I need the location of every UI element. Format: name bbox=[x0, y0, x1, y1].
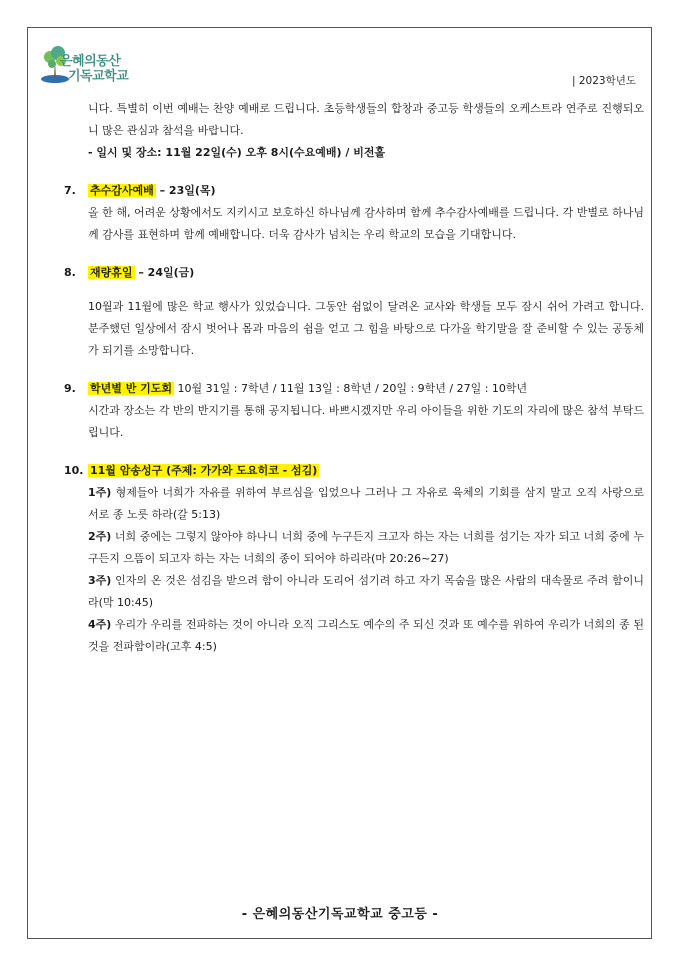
section-number: 7. bbox=[64, 184, 76, 197]
logo-title: 은혜의동산 bbox=[60, 54, 121, 69]
verse-week-3: 3주) 인자의 온 것은 섬김을 받으려 함이 아니라 도리어 섬기려 하고 자기 목숨을 많은 사람의 대속물로 주려 함이니라(막 10:45) bbox=[88, 574, 644, 609]
school-year: | 2023학년도 bbox=[571, 75, 636, 87]
section-7 bbox=[64, 180, 644, 246]
intro-text: 니다. 특별히 이번 예배는 찬양 예배로 드립니다. 초등학생들의 합창과 중고등 학생들의 오케스트라 연주로 진행되오니 많은 관심과 참석을 바랍니다. bbox=[88, 102, 644, 137]
school-logo bbox=[40, 43, 150, 88]
verse-week-2: 2주) 너희 중에는 그렇지 않아야 하나니 너희 중에 누구든지 크고자 하는 자는 너희를 섬기는 자가 되고 너희 중에 누구든지 으뜸이 되고자 하는 자는 너희의 종이 되어야 하리라(마 20:26~27) bbox=[88, 530, 644, 565]
section-title: 학년별 반 기도회 bbox=[90, 382, 173, 395]
section-date: – 23일(목) bbox=[155, 184, 216, 197]
section-9 bbox=[64, 378, 644, 444]
section-number: 8. bbox=[64, 266, 76, 279]
section-8 bbox=[64, 262, 644, 362]
section-date: – 24일(금) bbox=[134, 266, 195, 279]
section-title: 11월 암송성구 (주제: 가가와 도요히코 - 섬김) bbox=[90, 464, 318, 477]
section-title: 추수감사예배 bbox=[90, 184, 154, 197]
section-title: 재량휴일 bbox=[90, 266, 133, 279]
section-body: 10월과 11월에 많은 학교 행사가 있었습니다. 그동안 쉼없이 달려온 교사와 학생들 모두 잠시 쉬어 가려고 합니다. 분주했던 일상에서 잠시 벗어나 몸과 마음의 쉼을 얻고 그 힘을 바탕으로 다가올 학기말을 잘 준비할 수 있는 공동체가 되기를 소망합니다. bbox=[88, 300, 644, 357]
page-footer: - 은혜의동산기독교학교 중고등 - bbox=[241, 907, 439, 922]
newsletter-body bbox=[64, 98, 644, 658]
section-number: 10. bbox=[64, 464, 84, 477]
verse-week-4: 4주) 우리가 우리를 전파하는 것이 아니라 오직 그리스도 예수의 주 되신 것과 또 예수를 위하여 우리가 너희의 종 된 것을 전파함이라(고후 4:5) bbox=[88, 618, 644, 653]
section-10 bbox=[64, 460, 644, 658]
verse-week-1: 1주) 형제들아 너희가 자유를 위하여 부르심을 입었으나 그러나 그 자유로 육체의 기회를 삼지 말고 오직 사랑으로 서로 종 노릇 하라(갈 5:13) bbox=[88, 486, 644, 521]
section-schedule: 10월 31일 : 7학년 / 11월 13일 : 8학년 / 20일 : 9학년 / 27일 : 10학년 bbox=[174, 382, 528, 395]
intro-detail: - 일시 및 장소: 11월 22일(수) 오후 8시(수요예배) / 비전홀 bbox=[88, 146, 386, 159]
section-body: 시간과 장소는 각 반의 반지기를 통해 공지됩니다. 바쁘시겠지만 우리 아이들을 위한 기도의 자리에 많은 참석 부탁드립니다. bbox=[88, 404, 644, 439]
section-number: 9. bbox=[64, 382, 76, 395]
section-body: 올 한 해, 어려운 상황에서도 지키시고 보호하신 하나님께 감사하며 함께 추수감사예배를 드립니다. 각 반별로 하나님께 감사를 표현하며 함께 예배합니다. 더욱 감사가 넘치는 우리 학교의 모습을 기대합니다. bbox=[88, 206, 644, 241]
logo-subtitle: 기독교학교 bbox=[68, 69, 129, 84]
